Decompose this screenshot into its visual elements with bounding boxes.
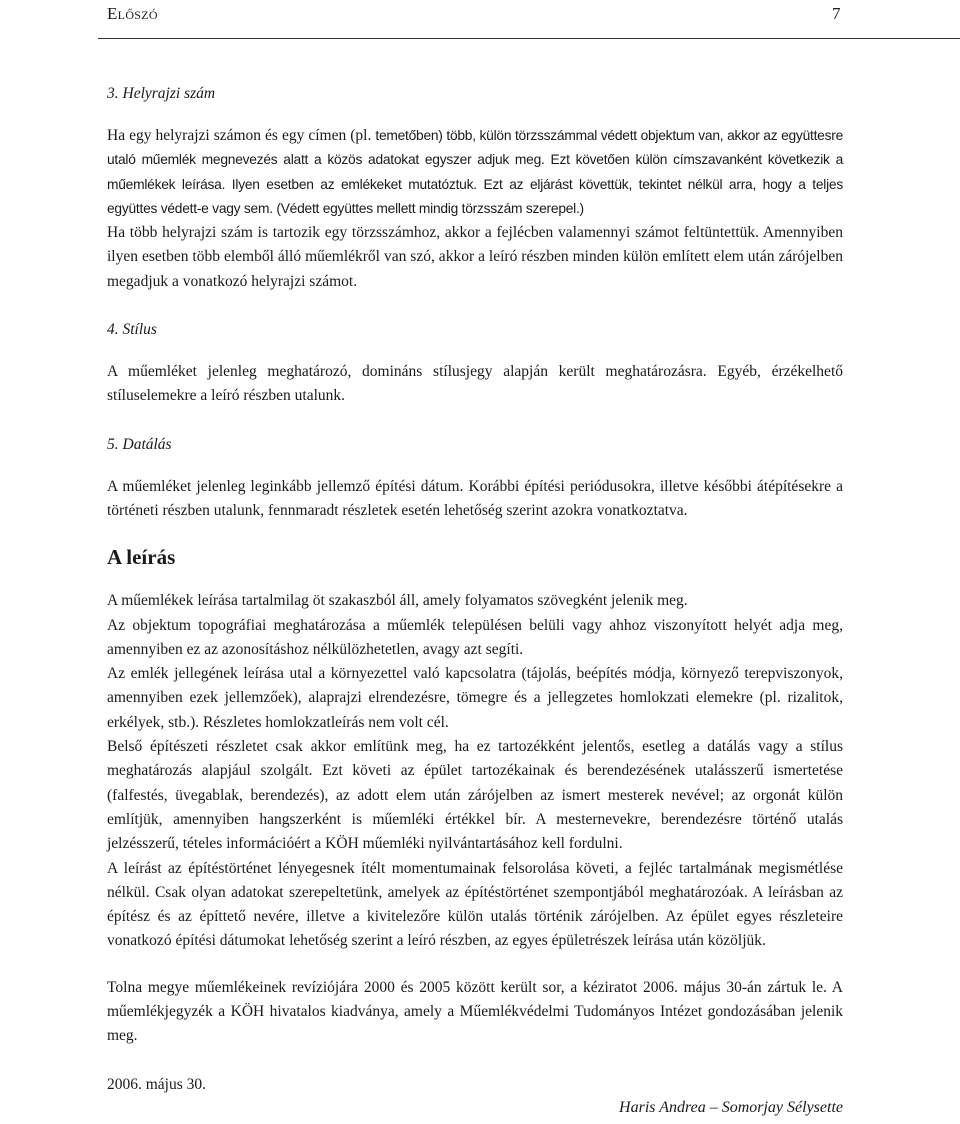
paragraph-helyrajzi-2: Ha több helyrajzi szám is tartozik egy törzsszámhoz, akkor a fejlécben valamennyi számot feltüntettük. Amennyiben ilyen esetben több elemből álló műemlékről van szó, akkor a leíró részben minden külön említett elem után zárójelben megadjuk a vonatkozó helyrajzi számot. (107, 224, 843, 290)
paragraph-helyrajzi-1-part-a: Ha egy helyrajzi számon és egy címen (pl. (107, 127, 376, 144)
page-content (107, 82, 843, 1097)
paragraph-stilus: A műemléket jelenleg meghatározó, domináns stílusjegy alapján került meghatározásra. Egyéb, érzékelhető stíluselemekre a leíró részben utalunk. (107, 363, 843, 405)
header-rule (98, 38, 960, 39)
date-line: 2006. május 30. (107, 1075, 207, 1093)
paragraph-helyrajzi-1 (107, 124, 843, 221)
paragraph-datalas: A műemléket jelenleg leginkább jellemző építési dátum. Korábbi építési periódusokra, illetve későbbi átépítésekre a történeti részben utalunk, fennmaradt részletek esetén lehetőség szerint azokra vonatkoztatva. (107, 477, 843, 519)
paragraph-leiras-3: Az emlék jellegének leírása utal a környezettel való kapcsolatra (tájolás, beépítés módja, környező terepviszonyok, amennyiben ezek jellemzőek), alaprajzi elrendezésre, tömegre és a jellegzetes homlokzati elemekre (pl. rizalitok, erkélyek, stb.). Részletes homlokzatleírás nem volt cél. (107, 665, 843, 731)
paragraph-leiras-1: A műemlékek leírása tartalmilag öt szakaszból áll, amely folyamatos szövegként jelenik meg. (107, 592, 688, 610)
page-number: 7 (832, 4, 841, 23)
paragraph-leiras-2: Az objektum topográfiai meghatározása a műemlék településen belüli vagy ahhoz viszonyított helyét adja meg, amennyiben ez az azonosításhoz nélkülözhetetlen, avagy azt segíti. (107, 616, 843, 658)
section-title-datalas: 5. Datálás (107, 435, 172, 453)
section-title-stilus: 4. Stílus (107, 321, 157, 339)
signature-authors: Haris Andrea – Somorjay Sélysette (619, 1099, 843, 1116)
paragraph-helyrajzi-1-part-b: temetőben) több, külön törzsszámmal védett objektum van, akkor az együttesre utaló műemlék megnevezés alatt a közös adatokat egyszer adjuk meg. Ezt követően külön címszavanként következik a műemlékek leírása. Ilyen esetben az emlékeket mutatóztuk. Ezt az eljárást követtük, tekintet nélkül arra, hogy a teljes együttes védett-e vagy sem. (Védett együttes mellett mindig törzsszám szerepel.) (107, 128, 843, 216)
paragraph-leiras-5: A leírást az építéstörténet lényegesnek ítélt momentumainak felsorolása követi, a fejléc tartalmának megismétlése nélkül. Csak olyan adatokat szerepeltetünk, amelyek az építéstörténet szempontjából meghatározóak. A leírásban az építész és az építtető nevére, illetve a kivitelezőre külön utalás történik zárójelben. Az épület egyes részleteire vonatkozó építési dátumokat lehetőség szerint a leíró részben, az egyes épületrészek leírása után közöljük. (107, 859, 843, 950)
heading-a-leiras: A leírás (107, 545, 176, 570)
section-title-helyrajzi-szam: 3. Helyrajzi szám (107, 85, 216, 102)
paragraph-leiras-4: Belső építészeti részletet csak akkor említünk meg, ha ez tartozékként jelentős, esetleg a datálás vagy a stílus meghatározás alapjául szolgált. Ezt követi az épület tartozékainak és berendezésének utalásszerű ismertetése (falfestés, üvegablak, berendezés), az adott elem után zárójelben az ismert mesterek nevével; az orgonát külön említjük, amennyiben hangszerként is műemléki értékkel bír. A mesternevekre, berendezésre történő utalás jelzésszerű, tételes információért a KÖH műemléki nyilvántartásához kell fordulni. (107, 738, 843, 853)
paragraph-closing: Tolna megye műemlékeinek revíziójára 2000 és 2005 között került sor, a kéziratot 2006. május 30-án zártuk le. A műemlékjegyzék a KÖH hivatalos kiadványa, amely a Műemlékvédelmi Tudományos Intézet gondozásában jelenik meg. (107, 978, 843, 1045)
running-head: Előszó (107, 4, 158, 23)
